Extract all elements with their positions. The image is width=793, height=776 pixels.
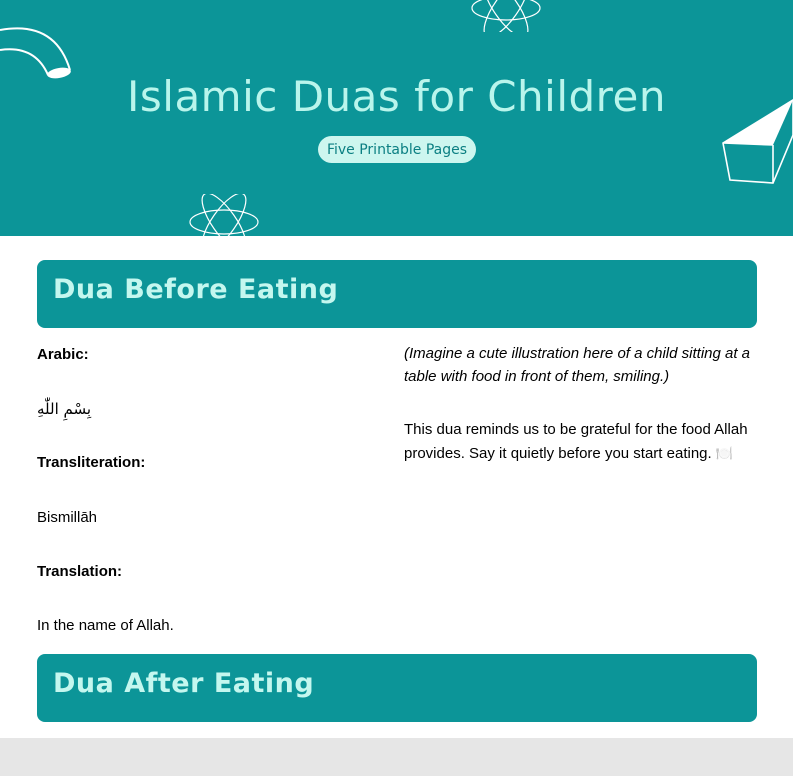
transliteration-label: Transliteration:: [37, 454, 146, 471]
atom-decoration-icon: [186, 194, 262, 236]
arabic-label: Arabic:: [37, 346, 89, 363]
translation-text: In the name of Allah.: [37, 617, 174, 634]
plate-icon: 🍽️: [715, 444, 734, 461]
illustration-note: (Imagine a cute illustration here of a child sitting at a table with food in front of them, smiling.): [404, 345, 751, 385]
translation-label: Translation:: [37, 563, 123, 580]
section-heading: Dua After Eating: [53, 668, 315, 699]
arabic-text: بِسْمِ اللّٰهِ: [37, 400, 92, 418]
page-title: Islamic Duas for Children: [127, 72, 666, 121]
description-text: This dua reminds us to be grateful for the food Allah provides. Say it quietly before you start eating.: [404, 421, 748, 462]
atom-decoration-icon: [468, 0, 544, 32]
subtitle-badge: Five Printable Pages: [318, 136, 476, 163]
transliteration-text: Bismillāh: [37, 509, 98, 526]
section-heading: Dua Before Eating: [53, 274, 339, 305]
section-header-dua-before-eating: [37, 260, 757, 328]
section-header-dua-after-eating: [37, 654, 757, 722]
header-banner: [0, 0, 793, 236]
dua-description: [404, 419, 754, 465]
